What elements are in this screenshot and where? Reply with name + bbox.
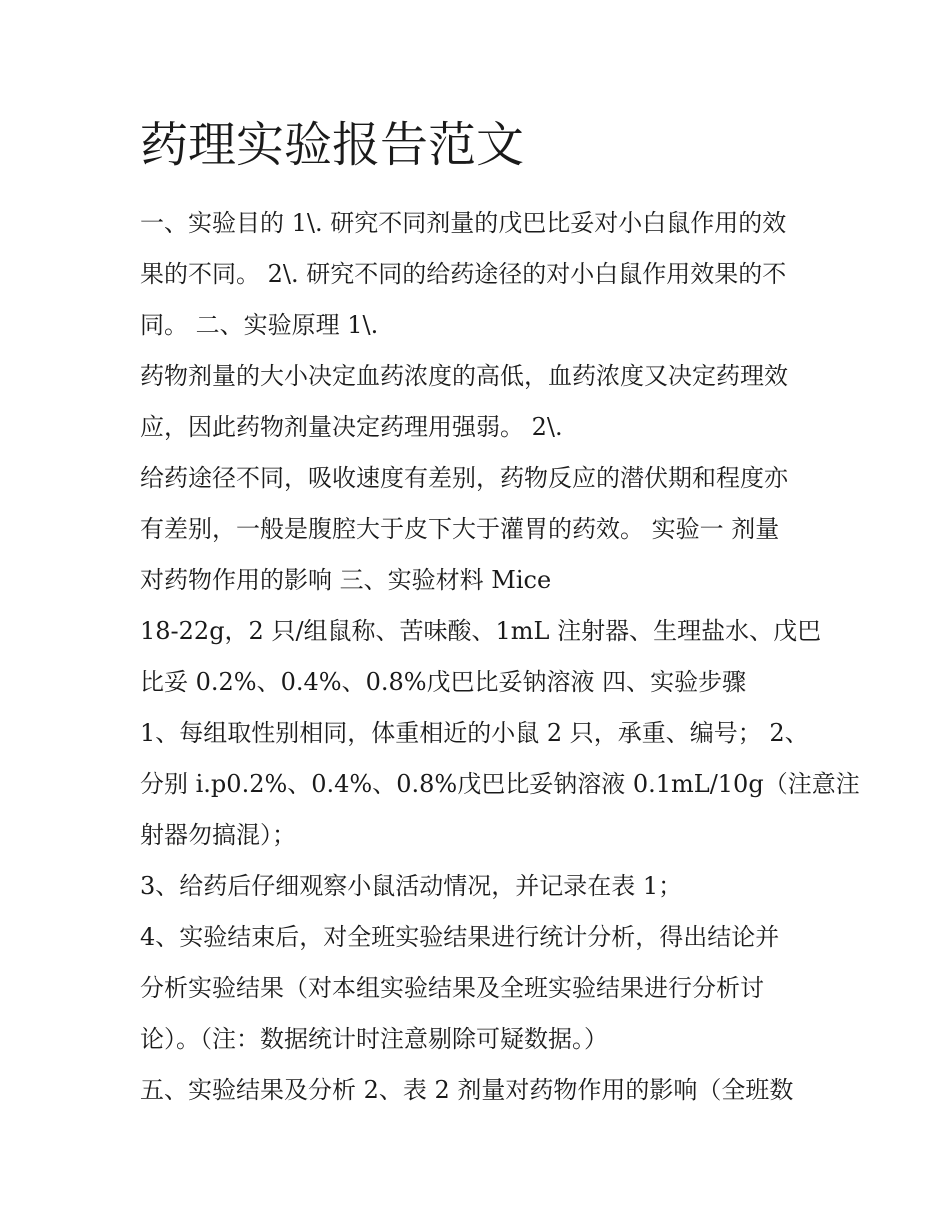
text-line: 分析实验结果（对本组实验结果及全班实验结果进行分析讨	[140, 974, 764, 1002]
text-line: 五、实验结果及分析 2、表 2 剂量对药物作用的影响（全班数	[140, 1076, 794, 1104]
text-line: 18-22g，2 只/组鼠称、苦味酸、1mL 注射器、生理盐水、戊巴	[140, 617, 822, 645]
text-line: 药物剂量的大小决定血药浓度的高低，血药浓度又决定药理效	[140, 362, 788, 390]
text-line: 3、给药后仔细观察小鼠活动情况，并记录在表 1；	[140, 872, 683, 900]
text-line: 1、每组取性别相同，体重相近的小鼠 2 只，承重、编号； 2、	[140, 719, 809, 747]
text-line: 射器勿搞混）；	[140, 821, 296, 849]
text-line: 有差别，一般是腹腔大于皮下大于灌胃的药效。 实验一 剂量	[140, 515, 780, 543]
text-line: 论）。（注：数据统计时注意剔除可疑数据。）	[140, 1025, 608, 1053]
text-line: 比妥 0.2%、0.4%、0.8%戊巴比妥钠溶液 四、实验步骤	[140, 668, 747, 696]
text-line: 应，因此药物剂量决定药理用强弱。 2\.	[140, 413, 563, 441]
text-line: 4、实验结束后，对全班实验结果进行统计分析，得出结论并	[140, 923, 780, 951]
text-line: 一、实验目的 1\. 研究不同剂量的戊巴比妥对小白鼠作用的效	[140, 209, 787, 237]
text-line: 果的不同。 2\. 研究不同的给药途径的对小白鼠作用效果的不	[140, 260, 787, 288]
text-line: 给药途径不同，吸收速度有差别，药物反应的潜伏期和程度亦	[140, 464, 788, 492]
document-title: 药理实验报告范文	[140, 117, 525, 173]
text-line: 分别 i.p0.2%、0.4%、0.8%戊巴比妥钠溶液 0.1mL/10g（注意注	[140, 770, 860, 798]
text-line: 对药物作用的影响 三、实验材料 Mice	[140, 566, 552, 594]
text-line: 同。 二、实验原理 1\.	[140, 311, 379, 339]
